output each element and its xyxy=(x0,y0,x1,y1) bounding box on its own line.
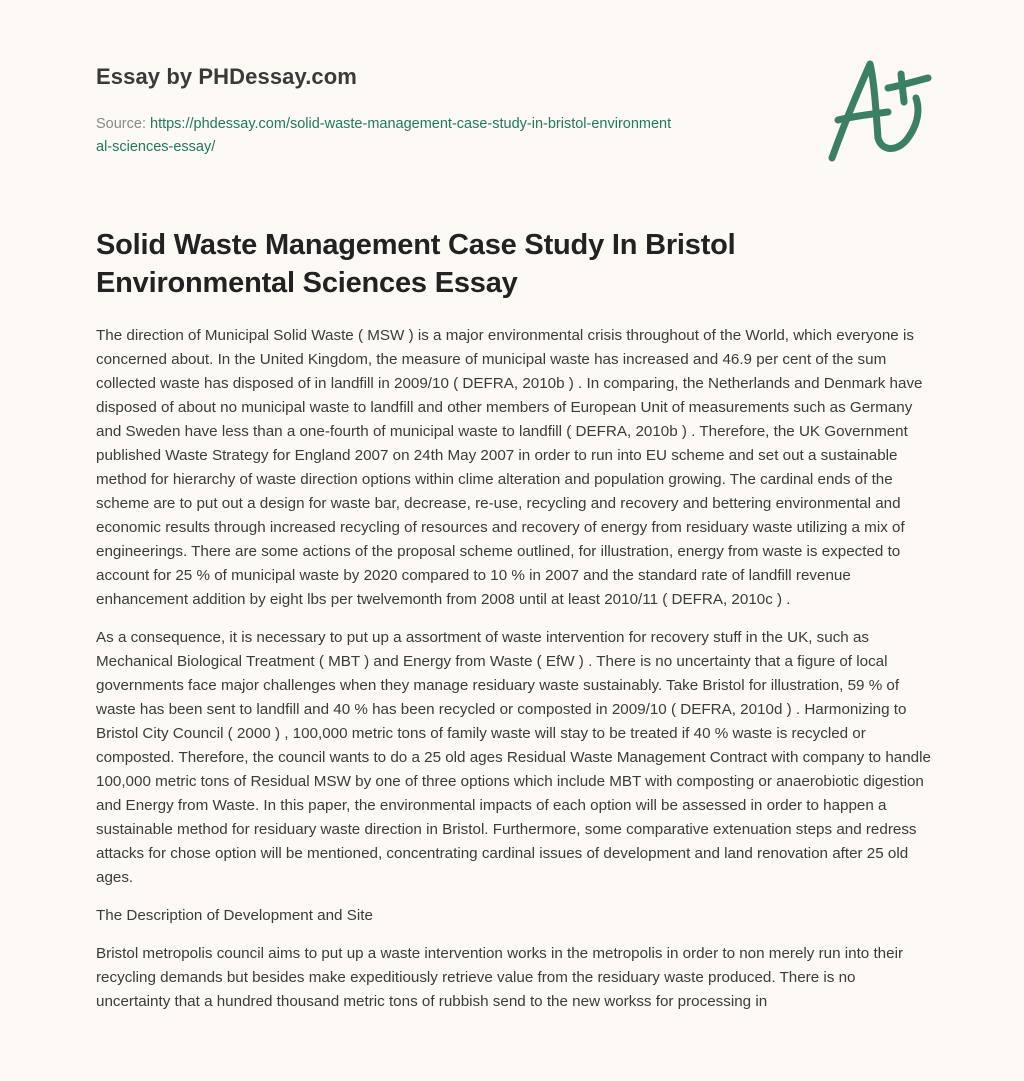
source-line xyxy=(96,113,676,159)
source-link[interactable]: https://phdessay.com/solid-waste-management-case-study-in-bristol-environmental-sciences-essay/ xyxy=(96,116,672,155)
site-header xyxy=(96,0,932,200)
essay-title: Solid Waste Management Case Study In Bristol Environmental Sciences Essay xyxy=(96,229,736,299)
section-subheading: The Description of Development and Site xyxy=(96,907,373,924)
essay-body xyxy=(96,324,932,1028)
essay-paragraph: The direction of Municipal Solid Waste ( MSW ) is a major environmental crisis throughout of the World, which everyone is concerned about. In the United Kingdom, the measure of municipal waste has increased and 46.9 per cent of the sum collected waste has disposed of in landfill in 2009/10 ( DEFRA, 2010b ) . In comparing, the Netherlands and Denmark have disposed of about no municipal waste to landfill and other members of European Unit of measurements such as Germany and Sweden have less than a one-fourth of municipal waste to landfill ( DEFRA, 2010b ) . Therefore, the UK Government published Waste Strategy for England 2007 on 24th May 2007 in order to run into EU scheme and set out a sustainable method for hierarchy of waste direction options within clime alteration and population growing. The cardinal ends of the scheme are to put out a design for waste bar, decrease, re-use, recycling and recovery and bettering environmental and economic results through increased recycling of resources and recovery of energy from residuary waste utilizing a mix of engineerings. There are some actions of the proposal scheme outlined, for illustration, energy from waste is expected to account for 25 % of municipal waste by 2020 compared to 10 % in 2007 and the standard rate of landfill revenue enhancement addition by eight lbs per twelvemonth from 2008 until at least 2010/11 ( DEFRA, 2010c ) . xyxy=(96,327,923,608)
essay-page xyxy=(96,0,932,1010)
essay-paragraph: Bristol metropolis council aims to put up a waste intervention works in the metropolis in order to non merely run into their recycling demands but besides make expeditiously retrieve value from the residuary waste produced. There is no uncertainty that a hundred thousand metric tons of rubbish send to the new workss for processing in xyxy=(96,945,903,1010)
site-title: Essay by PHDessay.com xyxy=(96,64,357,89)
essay-paragraph: As a consequence, it is necessary to put up a assortment of waste intervention for recovery stuff in the UK, such as Mechanical Biological Treatment ( MBT ) and Energy from Waste ( EfW ) . There is no uncertainty that a figure of local governments face major challenges when they manage residuary waste sustainably. Take Bristol for illustration, 59 % of waste has been sent to landfill and 40 % has been recycled or composted in 2009/10 ( DEFRA, 2010d ) . Harmonizing to Bristol City Council ( 2000 ) , 100,000 metric tons of family waste will stay to be treated if 40 % waste is recycled or composted. Therefore, the council wants to do a 25 old ages Residual Waste Management Contract with company to handle 100,000 metric tons of Residual MSW by one of three options which include MBT with composting or anaerobiotic digestion and Energy from Waste. In this paper, the environmental impacts of each option will be assessed in order to happen a sustainable method for residuary waste direction in Bristol. Furthermore, some comparative extenuation steps and redress attacks for chose option will be mentioned, concentrating cardinal issues of development and land renovation after 25 old ages. xyxy=(96,629,931,886)
a-plus-grade-icon xyxy=(824,40,934,165)
source-label: Source: xyxy=(96,116,150,132)
